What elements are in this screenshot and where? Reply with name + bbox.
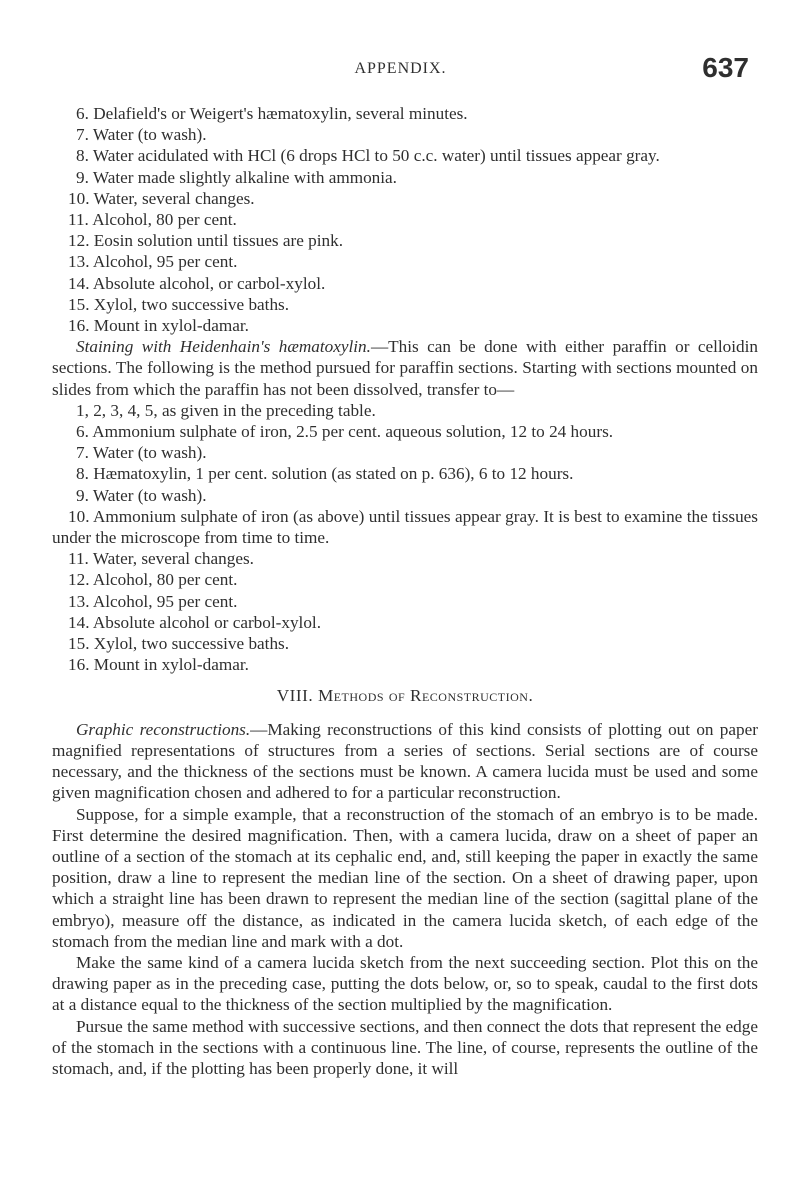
list-item: 9. Water (to wash). (76, 485, 207, 505)
list-item: 7. Water (to wash). (76, 443, 207, 463)
list-item: 16. Mount in xylol-damar. (68, 655, 249, 675)
list-item: 11. Alcohol, 80 per cent. (68, 210, 237, 230)
list-item: 13. Alcohol, 95 per cent. (68, 252, 238, 272)
list-item: 13. Alcohol, 95 per cent. (68, 591, 238, 611)
list-item: 7. Water (to wash). (76, 125, 207, 145)
list-item: 15. Xylol, two successive baths. (68, 634, 290, 654)
list-item: 1, 2, 3, 4, 5, as given in the preceding table. (76, 400, 376, 420)
graphic-reconstructions-paragraph (52, 719, 758, 804)
list-item: 14. Absolute alcohol, or carbol-xylol. (68, 273, 326, 293)
heidenhain-steps-list (52, 400, 758, 676)
list-item: 12. Alcohol, 80 per cent. (68, 570, 238, 590)
section-numeral: VIII. (276, 686, 314, 706)
body-paragraph: Make the same kind of a camera lucida sketch from the next succeeding section. Plot this on the drawing paper as in the preceding case, putting the dots below, or, so to speak, caudal to the first dots at a distance equal to the thickness of the section multiplied by the magnification. (52, 952, 758, 1015)
list-item: 11. Water, several changes. (68, 549, 254, 569)
list-item: 12. Eosin solution until tissues are pink. (68, 231, 343, 251)
body-paragraph: Pursue the same method with successive sections, and then connect the dots that represent the edge of the stomach in the sections with a continuous line. The line, of course, represents the outline of the stomach, and, if the plotting has been properly done, it will (52, 1016, 758, 1078)
list-item: 10. Water, several changes. (68, 188, 255, 208)
list-item: 15. Xylol, two successive baths. (68, 294, 290, 314)
graphic-title: Graphic reconstructions. (76, 719, 251, 739)
running-head: APPENDIX. (354, 60, 447, 77)
list-item: 8. Water acidulated with HCl (6 drops HCl to 50 c.c. water) until tissues appear gray. (76, 146, 660, 166)
list-item-long: 10. Ammonium sulphate of iron (as above) until tissues appear gray. It is best to examine the tissues under the microscope from time to time. (52, 506, 758, 548)
list-item: 14. Absolute alcohol or carbol-xylol. (68, 612, 321, 632)
graphic-text: —Making reconstructions of this kind consists of plotting out on paper magnified representations of structures from a series of sections. Serial sections are of course necessary, and the thickness of the sections must be known. A camera lucida must be used and some given magnification chosen and adhered to for a particular reconstruction. (52, 719, 758, 803)
section-heading (52, 685, 758, 706)
list-item: 6. Delafield's or Weigert's hæmatoxylin, several minutes. (76, 104, 468, 123)
page-header (0, 52, 801, 82)
heidenhain-title: Staining with Heidenhain's hæmatoxylin. (76, 337, 371, 357)
list-item: 8. Hæmatoxylin, 1 per cent. solution (as stated on p. 636), 6 to 12 hours. (76, 464, 574, 484)
heidenhain-paragraph (52, 336, 758, 400)
list-item: 16. Mount in xylol-damar. (68, 316, 249, 336)
list-item: 6. Ammonium sulphate of iron, 2.5 per cent. aqueous solution, 12 to 24 hours. (76, 422, 614, 442)
section-title: Methods of Reconstruction. (317, 686, 534, 706)
page-number: 637 (702, 52, 749, 83)
heidenhain-text: —This can be done with either paraffin or celloidin sections. The following is the method pursued for paraffin sections. Starting with sections mounted on slides from which the paraffin has not been dissolved, transfer to— (52, 337, 759, 399)
list-item: 9. Water made slightly alkaline with ammonia. (76, 167, 397, 187)
body-paragraph: Suppose, for a simple example, that a reconstruction of the stomach of an embryo is to be made. First determine the desired magnification. Then, with a camera lucida, draw on a sheet of paper an outline of a section of the stomach at its cephalic end, and, still keeping the paper in exactly the same position, draw a line to represent the median line of the section. On a sheet of drawing paper, upon which a straight line has been drawn to represent the median line of the section (sagittal plane of the embryo), measure off the distance, as indicated in the camera lucida sketch, of each edge of the stomach from the median line and mark with a dot. (52, 804, 758, 951)
page-body (52, 103, 758, 1079)
staining-steps-list (52, 103, 758, 336)
